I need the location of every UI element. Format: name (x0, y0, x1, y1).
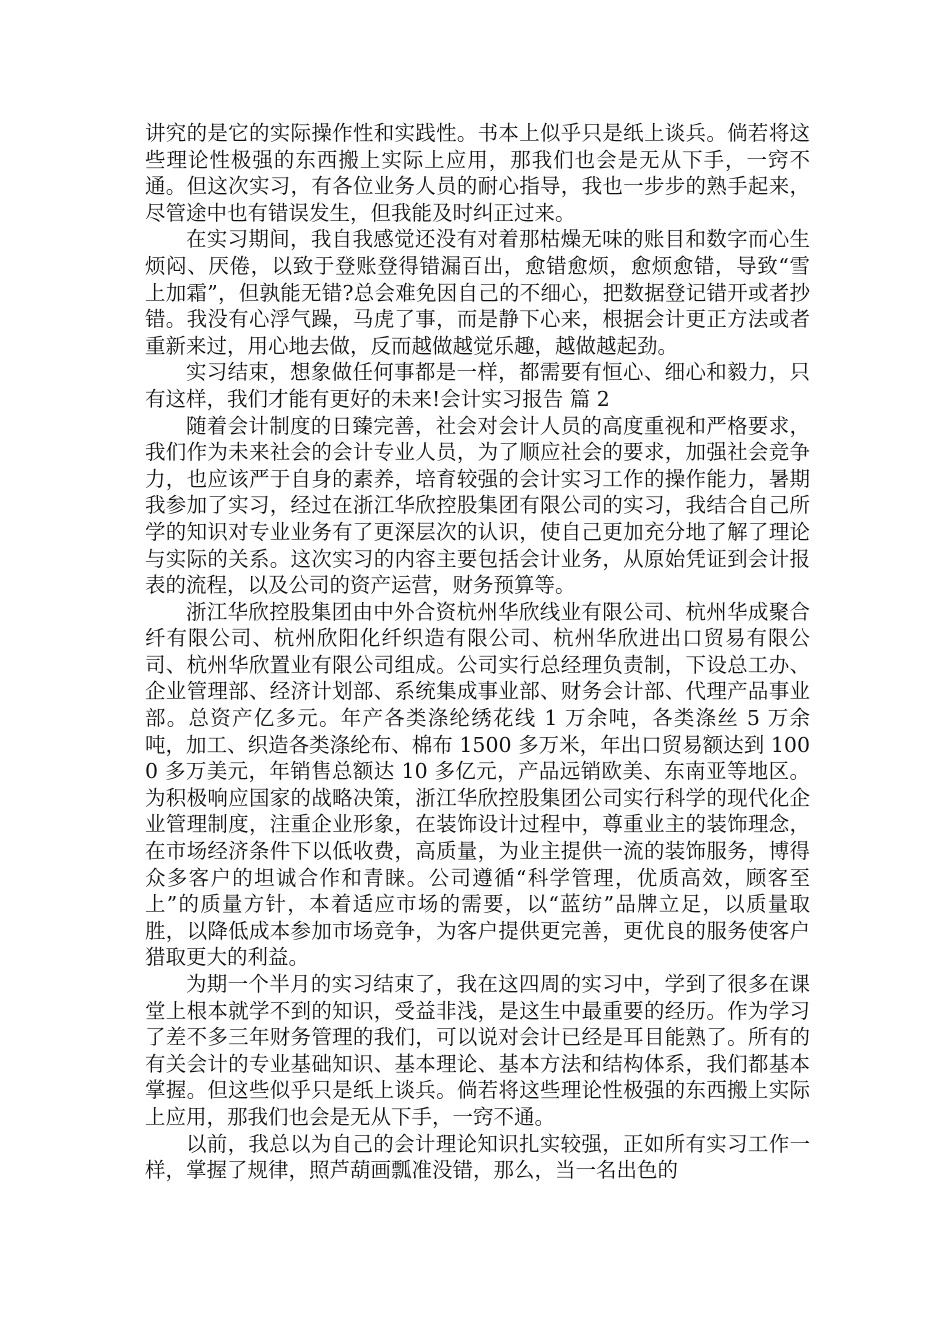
paragraph: 在实习期间，我自我感觉还没有对着那枯燥无味的账目和数字而心生烦闷、厌倦，以致于登账登得错漏百出，愈错愈烦，愈烦愈错，导致“雪上加霜”，但孰能无错?总会难免因自己的不细心，把数据登记错开或者抄错。我没有心浮气躁，马虎了事，而是静下心来，根据会计更正方法或者重新来过，用心地去做，反而越做越觉乐趣，越做越起劲。 (145, 227, 810, 358)
document-body (145, 120, 810, 1184)
paragraph: 随着会计制度的日臻完善，社会对会计人员的高度重视和严格要求，我们作为未来社会的会计专业人员，为了顺应社会的要求，加强社会竞争力，也应该严于自身的素养，培育较强的会计实习工作的操作能力，暑期我参加了实习，经过在浙江华欣控股集团有限公司的实习，我结合自己所学的知识对专业业务有了更深层次的认识，使自己更加充分地了解了理论与实际的关系。这次实习的内容主要包括会计业务，从原始凭证到会计报表的流程，以及公司的资产运营，财务预算等。 (145, 413, 810, 598)
paragraph-continued: 讲究的是它的实际操作性和实践性。书本上似乎只是纸上谈兵。倘若将这些理论性极强的东西搬上实际上应用，那我们也会是无从下手，一窍不通。但这次实习，有各位业务人员的耐心指导，我也一步步的熟手起来，尽管途中也有错误发生，但我能及时纠正过来。 (145, 121, 810, 225)
paragraph: 为期一个半月的实习结束了，我在这四周的实习中，学到了很多在课堂上根本就学不到的知识，受益非浅，是这生中最重要的经历。作为学习了差不多三年财务管理的我们，可以说对会计已经是耳目能熟了。所有的有关会计的专业基础知识、基本理论、基本方法和结构体系，我们都基本掌握。但这些似乎只是纸上谈兵。倘若将这些理论性极强的东西搬上实际上应用，那我们也会是无从下手，一窍不通。 (145, 972, 810, 1129)
paragraph: 以前，我总以为自己的会计理论知识扎实较强，正如所有实习工作一样，掌握了规律，照芦葫画瓢准没错，那么，当一名出色的 (145, 1131, 810, 1183)
paragraph: 浙江华欣控股集团由中外合资杭州华欣线业有限公司、杭州华成聚合纤有限公司、杭州欣阳化纤织造有限公司、杭州华欣进出口贸易有限公司、杭州华欣置业有限公司组成。公司实行总经理负责制，下设总工办、企业管理部、经济计划部、系统集成事业部、财务会计部、代理产品事业部。总资产亿多元。年产各类涤纶绣花线 1 万余吨，各类涤丝 5 万余吨，加工、织造各类涤纶布、棉布 1500 多万米，年出口贸易额达到 1000 多万美元，年销售总额达 10 多亿元，产品远销欧美、东南亚等地区。为积极响应国家的战略决策，浙江华欣控股集团公司实行科学的现代化企业管理制度，注重企业形象，在装饰设计过程中，尊重业主的装饰理念，在市场经济条件下以低收费，高质量，为业主提供一流的装饰服务，博得众多客户的坦诚合作和青睐。公司遵循“科学管理，优质高效，顾客至上”的质量方针，本着适应市场的需要，以“蓝纺”品牌立足，以质量取胜，以降低成本参加市场竞争，为客户提供更完善，更优良的服务使客户猎取更大的利益。 (145, 599, 810, 970)
paragraph: 实习结束，想象做任何事都是一样，都需要有恒心、细心和毅力，只有这样，我们才能有更好的未来!会计实习报告 篇 2 (145, 360, 810, 411)
